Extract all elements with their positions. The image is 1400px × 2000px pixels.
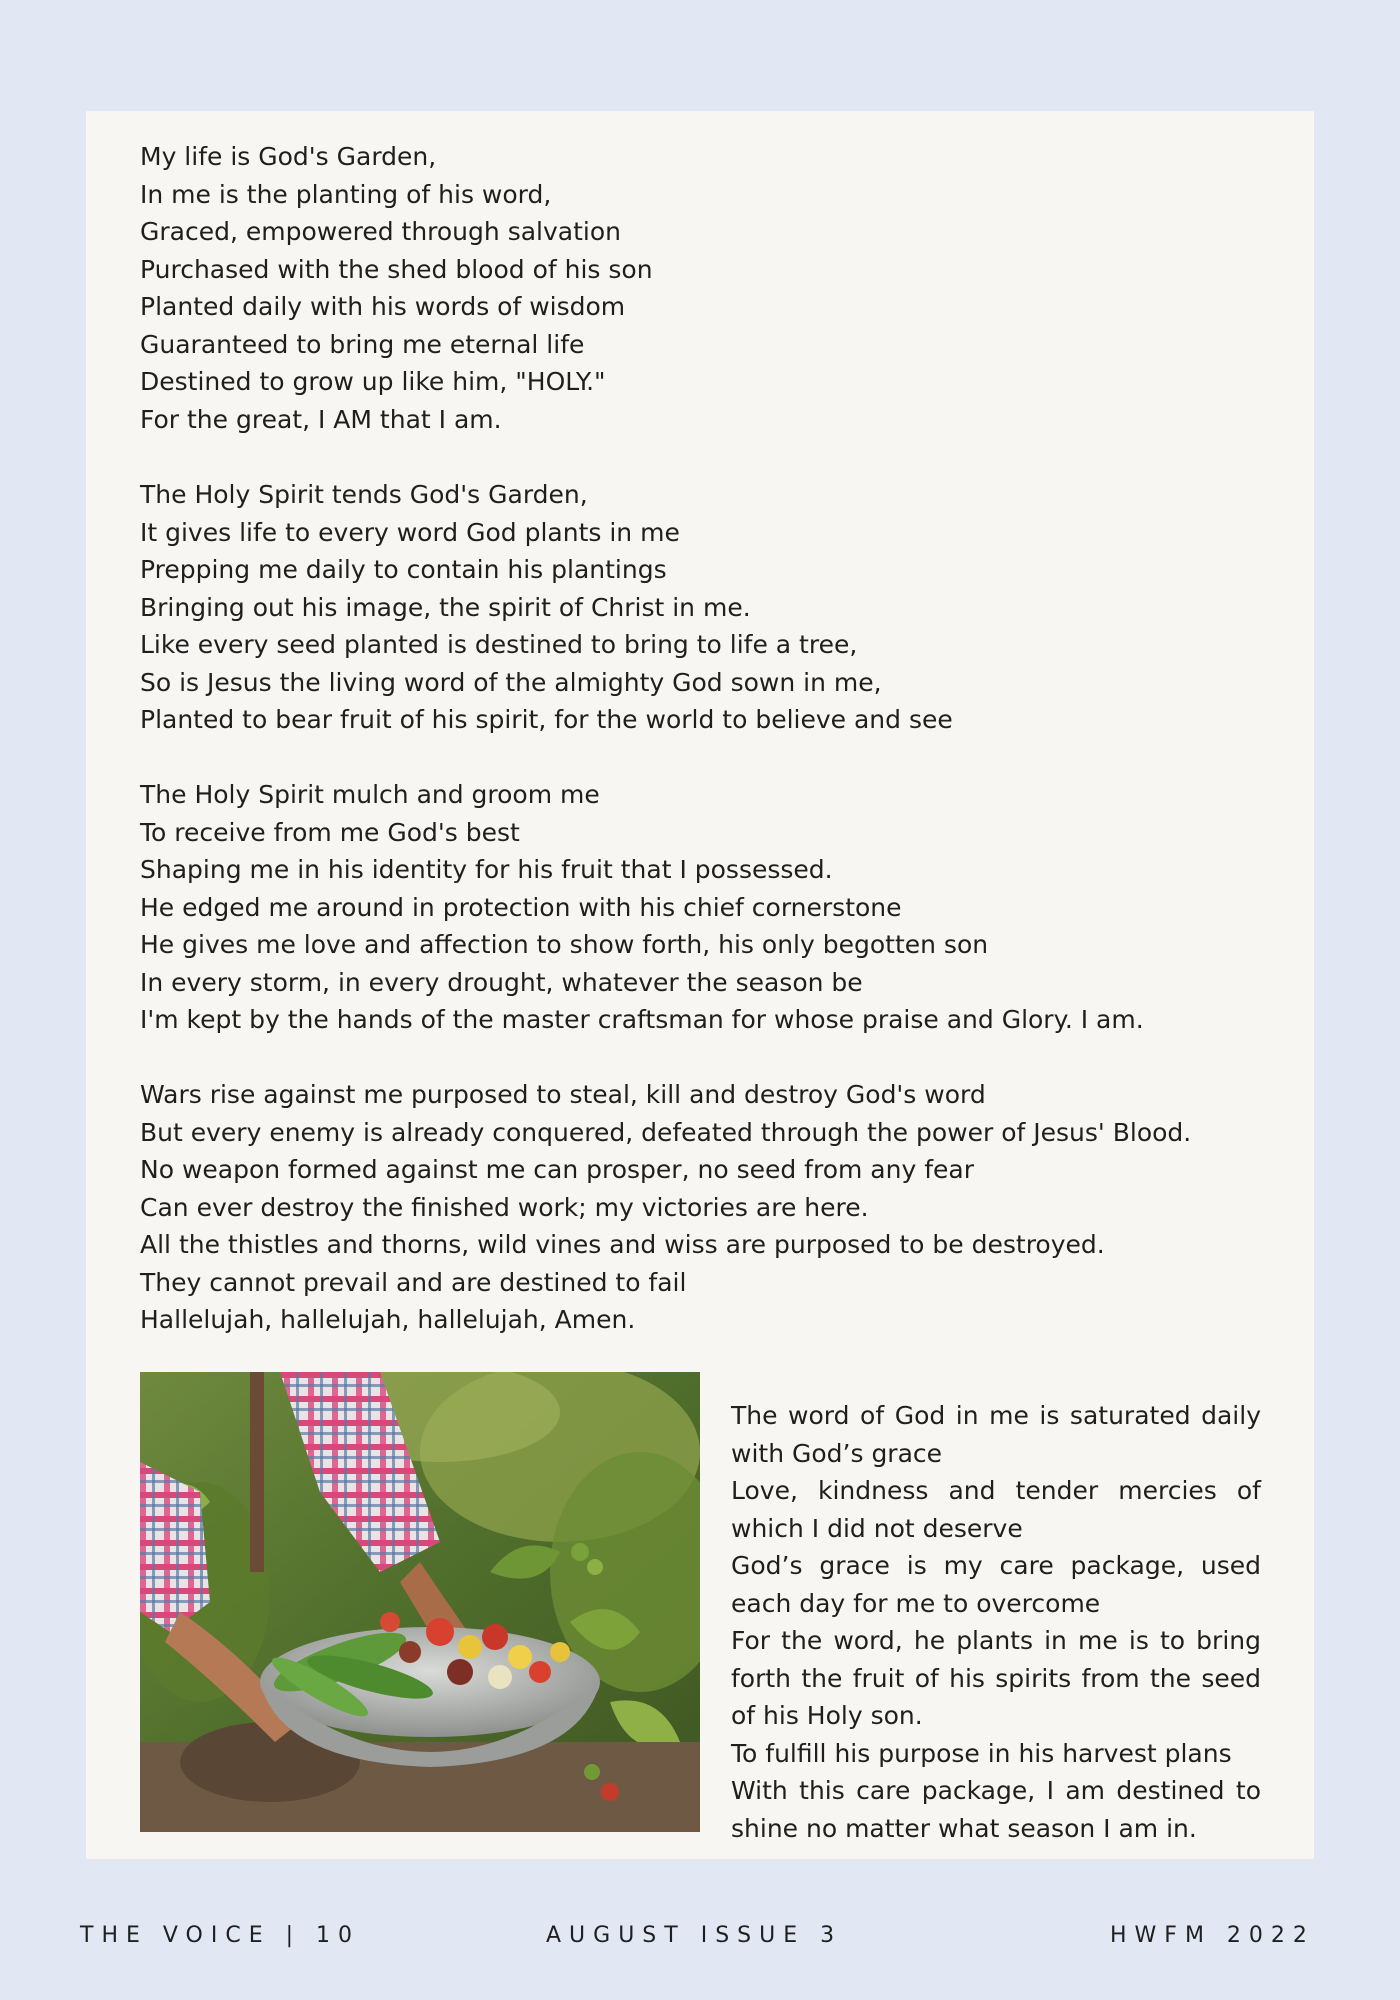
poem-stanza-2	[140, 476, 1280, 739]
poem-line: So is Jesus the living word of the almighty God sown in me,	[140, 667, 882, 697]
poem-line: Graced, empowered through salvation	[140, 217, 621, 246]
poem-line: Guaranteed to bring me eternal life	[140, 329, 585, 359]
poem-line: The Holy Spirit tends God's Garden,	[140, 480, 588, 509]
poem-line: He edged me around in protection with his chief cornerstone	[140, 892, 902, 922]
poem-line: Prepping me daily to contain his plantings	[140, 555, 667, 584]
poem-line: Wars rise against me purposed to steal, kill and destroy God's word	[140, 1080, 986, 1109]
poem-line: Can ever destroy the finished work; my victories are here.	[140, 1192, 869, 1222]
side-line: For the word, he plants in me is to bring	[731, 1626, 1261, 1655]
poem-line: He gives me love and affection to show forth, his only begotten son	[140, 930, 989, 959]
footer-publication: THE VOICE | 10	[80, 1923, 360, 1948]
poem-line: In me is the planting of his word,	[140, 179, 552, 209]
poem-line: I'm kept by the hands of the master craftsman for whose praise and Glory. I am.	[140, 1005, 1144, 1034]
poem-line: Shaping me in his identity for his fruit that I possessed.	[140, 855, 833, 884]
poem-line: My life is God's Garden,	[140, 142, 437, 171]
side-line: forth the fruit of his spirits from the seed	[731, 1663, 1261, 1693]
poem-line: No weapon formed against me can prosper, no seed from any fear	[140, 1155, 974, 1184]
footer-issue: AUGUST ISSUE 3	[546, 1923, 843, 1948]
poem-line: All the thistles and thorns, wild vines and wiss are purposed to be destroyed.	[140, 1230, 1105, 1259]
poem-line: They cannot prevail and are destined to fail	[140, 1267, 687, 1297]
poem-line: Like every seed planted is destined to bring to life a tree,	[140, 630, 858, 659]
poem-line: Bringing out his image, the spirit of Christ in me.	[140, 592, 751, 622]
poem-line: Destined to grow up like him, "HOLY."	[140, 367, 606, 396]
poem-line: But every enemy is already conquered, defeated through the power of Jesus' Blood.	[140, 1117, 1192, 1147]
poem-stanza-1	[140, 138, 1280, 438]
poem-line: Planted daily with his words of wisdom	[140, 292, 626, 321]
footer-org-year: HWFM 2022	[1110, 1923, 1315, 1948]
poem-line: In every storm, in every drought, whatever the season be	[140, 967, 863, 997]
poem-line: To receive from me God's best	[140, 817, 520, 847]
poem-line: Hallelujah, hallelujah, hallelujah, Amen.	[140, 1305, 636, 1334]
side-line: with God’s grace	[731, 1438, 943, 1468]
poem-stanza-3	[140, 776, 1280, 1039]
poem-line: For the great, I AM that I am.	[140, 404, 502, 434]
poem-line: Purchased with the shed blood of his son	[140, 254, 653, 284]
poem-line: The Holy Spirit mulch and groom me	[140, 780, 600, 809]
poem-stanza-4	[140, 1076, 1280, 1339]
side-line: God’s grace is my care package, used	[731, 1551, 1261, 1580]
side-line: To fulfill his purpose in his harvest plans	[731, 1738, 1232, 1768]
side-line: The word of God in me is saturated daily	[731, 1401, 1261, 1430]
poem-line: Planted to bear fruit of his spirit, for the world to believe and see	[140, 705, 953, 734]
poem-line: It gives life to every word God plants in me	[140, 517, 680, 547]
side-line: Love, kindness and tender mercies of	[731, 1476, 1261, 1505]
side-stanza	[731, 1397, 1261, 1847]
side-line: shine no matter what season I am in.	[731, 1813, 1197, 1843]
garden-harvest-photo	[140, 1372, 700, 1832]
side-line: which I did not deserve	[731, 1513, 1023, 1543]
side-line: With this care package, I am destined to	[731, 1776, 1261, 1805]
side-line: each day for me to overcome	[731, 1588, 1101, 1618]
side-line: of his Holy son.	[731, 1701, 923, 1730]
